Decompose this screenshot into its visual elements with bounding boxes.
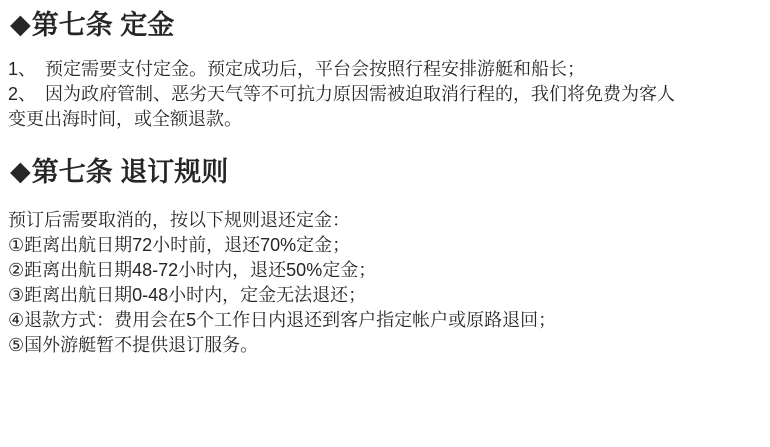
- diamond-bullet-icon: ◆: [10, 156, 31, 186]
- terms-line: 预订后需要取消的，按以下规则退还定金：: [8, 210, 350, 230]
- terms-line: ⑤国外游艇暂不提供退订服务。: [8, 335, 259, 355]
- section-refund-rules-title: 第七条 退订规则: [31, 157, 229, 187]
- terms-page: [0, 8, 770, 447]
- terms-line: ①距离出航日期72小时前，退还70%定金；: [8, 235, 351, 255]
- terms-line: ④退款方式：费用会在5个工作日内退还到客户指定帐户或原路退回；: [8, 310, 557, 330]
- section-refund-rules-heading: [0, 155, 770, 190]
- terms-line: ③距离出航日期0-48小时内，定金无法退还；: [8, 285, 367, 305]
- section-refund-rules-body: [0, 208, 770, 358]
- diamond-bullet-icon: ◆: [10, 9, 31, 39]
- terms-line: 1、 预定需要支付定金。预定成功后，平台会按照行程安排游艇和船长；: [8, 59, 586, 79]
- terms-line: 变更出海时间，或全额退款。: [8, 109, 242, 129]
- terms-line: ②距离出航日期48-72小时内，退还50%定金；: [8, 260, 377, 280]
- section-deposit-body: [0, 57, 770, 132]
- terms-line: 2、 因为政府管制、恶劣天气等不可抗力原因需被迫取消行程的，我们将免费为客人: [8, 84, 676, 104]
- section-deposit-heading: [0, 8, 770, 43]
- section-deposit: [0, 8, 770, 132]
- section-deposit-title: 第七条 定金: [31, 10, 175, 40]
- section-refund-rules: [0, 155, 770, 358]
